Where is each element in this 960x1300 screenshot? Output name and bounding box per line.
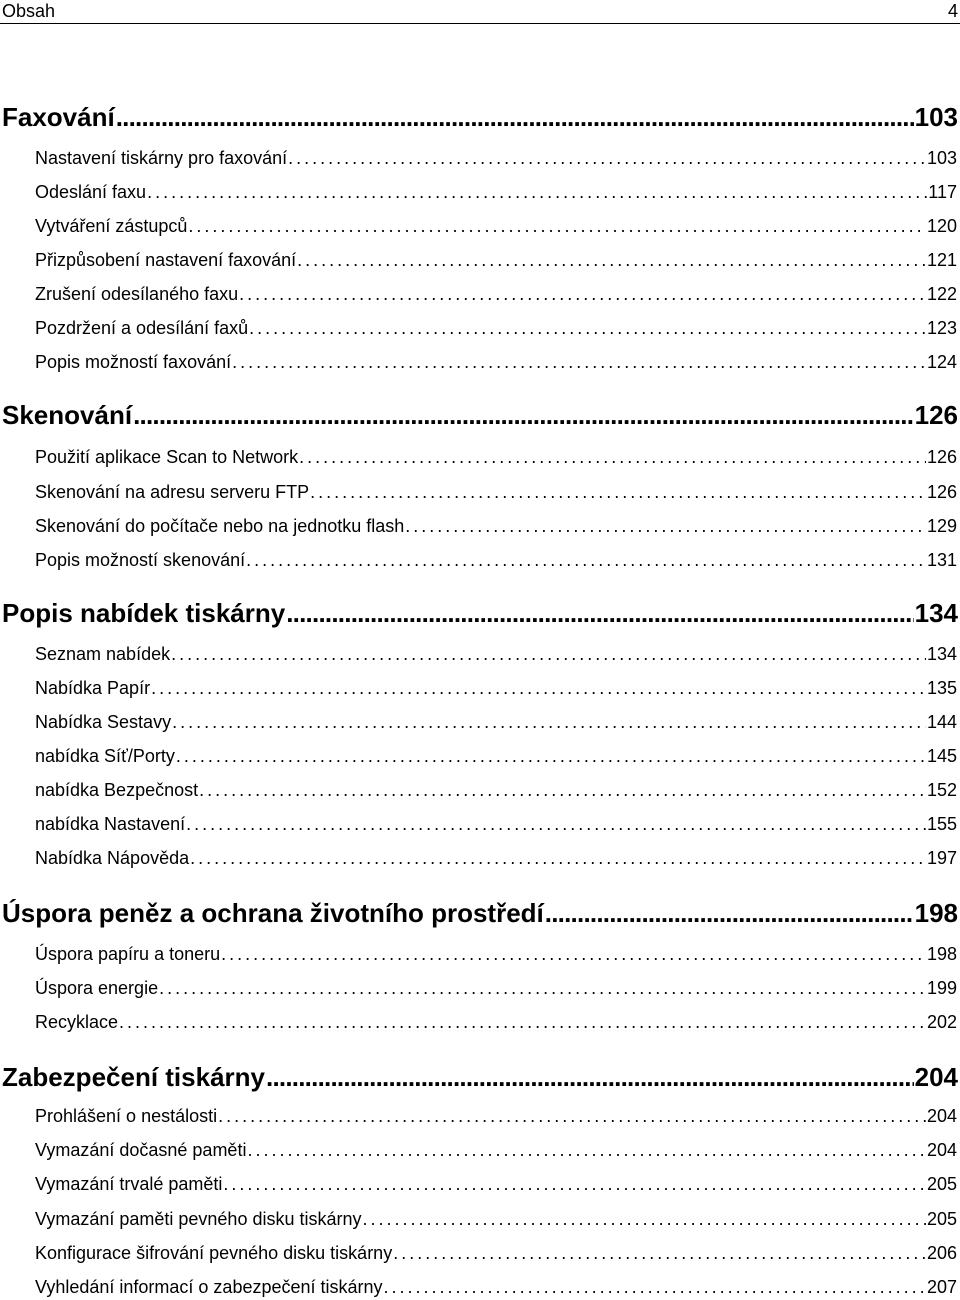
toc-entry-page: 129 (926, 516, 957, 536)
toc-entry-page: 135 (926, 678, 957, 698)
toc-entry-page: 145 (926, 746, 957, 766)
toc-entry-label: nabídka Nastavení (35, 814, 186, 834)
toc-entry-page: 122 (926, 284, 957, 304)
toc-entry-label: Nabídka Nápověda (35, 848, 190, 868)
toc-entry-label: Vymazání trvalé paměti (35, 1174, 223, 1194)
toc-entry-label: Skenování do počítače nebo na jednotku flash (35, 516, 405, 536)
toc-chapter-title: Úspora peněz a ochrana životního prostředí (2, 898, 544, 928)
toc-entry[interactable] (35, 709, 957, 735)
toc-entry[interactable] (35, 1137, 957, 1163)
toc-entry[interactable] (35, 179, 957, 205)
toc-entry-page: 144 (926, 712, 957, 732)
toc-entry-label: Vymazání dočasné paměti (35, 1140, 247, 1160)
toc-entry[interactable] (35, 247, 957, 273)
toc-chapter-page: 204 (914, 1062, 958, 1092)
toc-entry-label: Zrušení odesílaného faxu (35, 284, 239, 304)
toc-entry[interactable] (35, 444, 957, 470)
toc-entry-label: Úspora papíru a toneru (35, 944, 221, 964)
page-header (0, 0, 960, 24)
toc-chapter-title: Faxování (2, 102, 115, 132)
toc-chapter-uspora[interactable] (2, 897, 958, 929)
toc-chapter-skenovani[interactable] (2, 399, 958, 431)
toc-entry-label: Skenování na adresu serveru FTP (35, 482, 310, 502)
toc-entry[interactable] (35, 513, 957, 539)
toc-entry-page: 121 (926, 250, 957, 270)
toc-entry[interactable] (35, 1171, 957, 1197)
toc-entry[interactable] (35, 479, 957, 505)
toc-entry-page: 126 (926, 447, 957, 467)
toc-chapter-title: Popis nabídek tiskárny (2, 598, 286, 628)
toc-entry[interactable] (35, 641, 957, 667)
toc-entry-page: 134 (926, 644, 957, 664)
toc-entry-page: 206 (926, 1243, 957, 1263)
toc-entry[interactable] (35, 1206, 957, 1232)
toc-entry-page: 202 (926, 1012, 957, 1032)
toc-entry-label: Popis možností skenování (35, 550, 246, 570)
toc-entry-label: Použití aplikace Scan to Network (35, 447, 299, 467)
toc-chapter-faxovani[interactable] (2, 101, 958, 133)
toc-entry-page: 205 (926, 1174, 957, 1194)
toc-chapter-title: Zabezpečení tiskárny (2, 1062, 265, 1092)
toc-entry-page: 207 (926, 1277, 957, 1297)
toc-entry[interactable] (35, 547, 957, 573)
toc-entry-label: nabídka Síť/Porty (35, 746, 175, 766)
toc-entry-page: 152 (926, 780, 957, 800)
toc-entry-label: nabídka Bezpečnost (35, 780, 199, 800)
toc-entry-page: 199 (926, 978, 957, 998)
toc-entry[interactable] (35, 1103, 957, 1129)
toc-entry[interactable] (35, 845, 957, 871)
toc-entry[interactable] (35, 743, 957, 769)
toc-entry-label: Nastavení tiskárny pro faxování (35, 148, 288, 168)
toc-entry-page: 204 (926, 1106, 957, 1126)
toc-entry-label: Seznam nabídek (35, 644, 171, 664)
toc-entry[interactable] (35, 1009, 957, 1035)
toc-entry-page: 103 (926, 148, 957, 168)
toc-entry[interactable] (35, 975, 957, 1001)
toc-entry[interactable] (35, 145, 957, 171)
toc-entry[interactable] (35, 281, 957, 307)
toc-entry-label: Odeslání faxu (35, 182, 147, 202)
toc-entry-label: Přizpůsobení nastavení faxování (35, 250, 297, 270)
toc-entry[interactable] (35, 675, 957, 701)
toc-entry[interactable] (35, 315, 957, 341)
toc-entry-label: Nabídka Sestavy (35, 712, 172, 732)
toc-entry-label: Vymazání paměti pevného disku tiskárny (35, 1209, 362, 1229)
toc-chapter-page: 126 (914, 400, 958, 430)
toc-entry[interactable] (35, 777, 957, 803)
toc-entry-label: Úspora energie (35, 978, 159, 998)
toc-entry-page: 126 (926, 482, 957, 502)
toc-entry-label: Popis možností faxování (35, 352, 232, 372)
header-page-number: 4 (947, 1, 958, 21)
toc-entry[interactable] (35, 1274, 957, 1300)
toc-chapter-popis-nabidek[interactable] (2, 597, 958, 629)
toc-entry-label: Nabídka Papír (35, 678, 151, 698)
toc-entry-page: 155 (926, 814, 957, 834)
toc-entry-page: 124 (926, 352, 957, 372)
toc-entry-label: Prohlášení o nestálosti (35, 1106, 218, 1126)
toc-entry-page: 117 (928, 182, 957, 202)
toc-entry-label: Vyhledání informací o zabezpečení tiskárny (35, 1277, 383, 1297)
toc-entry[interactable] (35, 1240, 957, 1266)
toc-entry-label: Konfigurace šifrování pevného disku tiskárny (35, 1243, 393, 1263)
toc-entry-page: 123 (926, 318, 957, 338)
toc-entry-label: Pozdržení a odesílání faxů (35, 318, 249, 338)
toc-entry[interactable] (35, 811, 957, 837)
toc-entry-page: 197 (926, 848, 957, 868)
toc-entry-label: Recyklace (35, 1012, 119, 1032)
toc-entry-page: 120 (926, 216, 957, 236)
toc-entry[interactable] (35, 349, 957, 375)
toc-entry[interactable] (35, 941, 957, 967)
toc-entry-page: 205 (926, 1209, 957, 1229)
toc-entry-page: 204 (926, 1140, 957, 1160)
toc-chapter-title: Skenování (2, 400, 133, 430)
toc-chapter-page: 198 (914, 898, 958, 928)
toc-chapter-zabezpeceni[interactable] (2, 1061, 958, 1093)
toc-entry-page: 131 (926, 550, 957, 570)
toc-chapter-page: 103 (914, 102, 958, 132)
toc-entry[interactable] (35, 213, 957, 239)
toc-entry-page: 198 (926, 944, 957, 964)
toc-entry-label: Vytváření zástupců (35, 216, 188, 236)
toc-chapter-page: 134 (914, 598, 958, 628)
header-title: Obsah (2, 1, 56, 21)
